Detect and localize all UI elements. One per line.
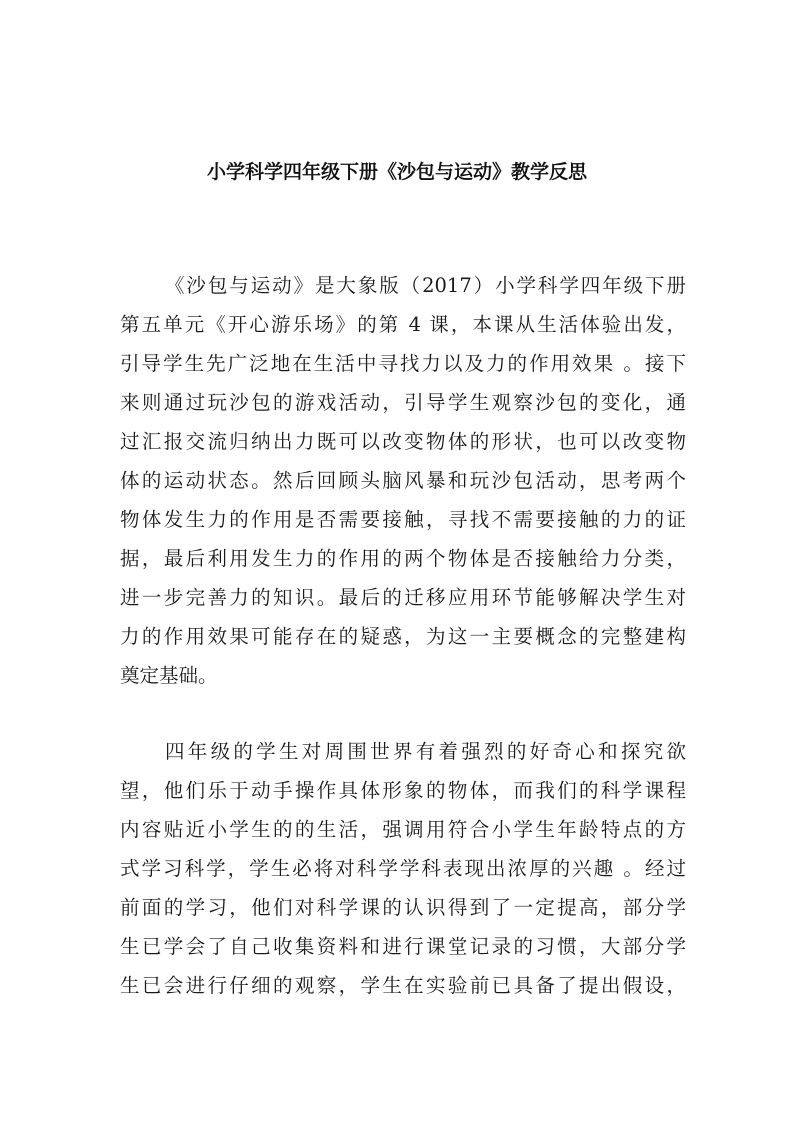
paragraph-line: 奠定基础。 — [120, 664, 218, 687]
paragraph-line: 进一步完善力的知识。最后的迁移应用环节能够解决学生对 — [120, 586, 686, 609]
paragraph-line: 物体发生力的作用是否需要接触，寻找不需要接触的力的证 — [120, 508, 686, 531]
paragraph-line: 前面的学习，他们对科学课的认识得到了一定提高，部分学 — [120, 896, 686, 919]
paragraph-line: 来则通过玩沙包的游戏活动，引导学生观察沙包的变化，通 — [120, 391, 686, 414]
paragraph-line: 四年级的学生对周围世界有着强烈的好奇心和探究欲 — [165, 740, 686, 763]
paragraph-line: 生已会进行仔细的观察，学生在实验前已具备了提出假设， — [120, 974, 686, 997]
paragraph-line: 《沙包与运动》是大象版（2017）小学科学四年级下册 — [165, 274, 686, 297]
document-title: 小学科学四年级下册《沙包与运动》教学反思 — [206, 161, 587, 183]
paragraph-line: 据，最后利用发生力的作用的两个物体是否接触给力分类， — [120, 547, 686, 570]
paragraph-line: 体的运动状态。然后回顾头脑风暴和玩沙包活动，思考两个 — [120, 469, 686, 492]
paragraph-line: 过汇报交流归纳出力既可以改变物体的形状，也可以改变物 — [120, 430, 686, 453]
paragraph-2 — [120, 732, 686, 1005]
paragraph-line: 生已学会了自己收集资料和进行课堂记录的习惯，大部分学 — [120, 935, 686, 958]
paragraph-line: 引导学生先广泛地在生活中寻找力以及力的作用效果 。接下 — [120, 352, 686, 375]
paragraph-line: 望，他们乐于动手操作具体形象的物体，而我们的科学课程 — [120, 779, 686, 802]
paragraph-line: 内容贴近小学生的的生活，强调用符合小学生年龄特点的方 — [120, 818, 686, 841]
paragraph-line: 第五单元《开心游乐场》的第 4 课，本课从生活体验出发， — [120, 313, 686, 336]
paragraph-line: 力的作用效果可能存在的疑惑，为这一主要概念的完整建构 — [120, 625, 686, 648]
paragraph-line: 式学习科学，学生必将对科学学科表现出浓厚的兴趣 。经过 — [120, 857, 686, 880]
paragraph-1 — [120, 266, 686, 695]
